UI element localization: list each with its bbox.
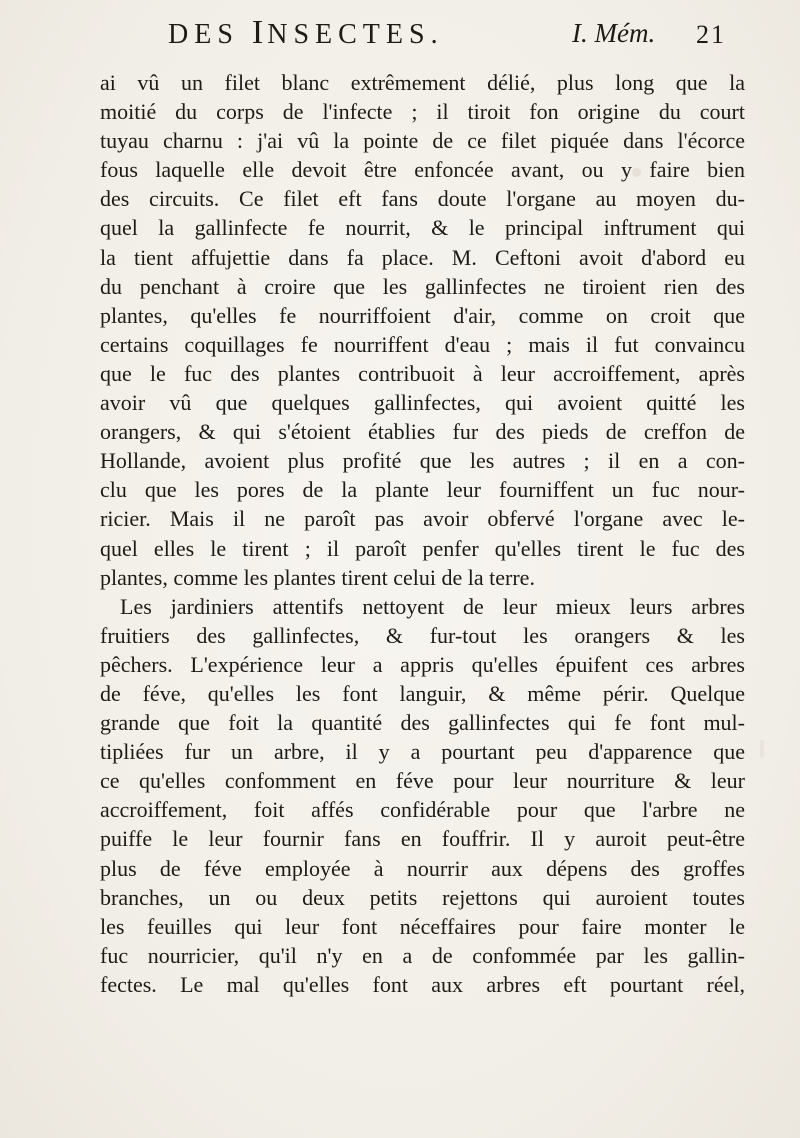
running-title-initial: I xyxy=(251,14,268,51)
text-line: plantes, qu'elles fe nourriffoient d'air, comme on croit que xyxy=(100,302,745,328)
text-line: ce qu'elles confomment en féve pour leur nourriture & leur xyxy=(100,768,745,794)
text-line: du penchant à croire que les gallinfectes ne tiroient rien des xyxy=(100,273,745,299)
text-line: avoir vû que quelques gallinfectes, qui avoient quitté les xyxy=(100,390,745,416)
text-line: tuyau charnu : j'ai vû la pointe de ce filet piquée dans l'écorce xyxy=(100,128,745,154)
running-header xyxy=(168,14,728,58)
page-number: 21 xyxy=(696,20,726,49)
text-line: de féve, qu'elles les font languir, & même périr. Quelque xyxy=(100,680,745,706)
memoir-reference: I. Mém. xyxy=(572,18,656,48)
body-text xyxy=(100,68,745,999)
running-title-prefix: DES xyxy=(168,19,252,50)
text-line: pêchers. L'expérience leur a appris qu'elles épuifent ces arbres xyxy=(100,651,745,677)
text-line: fuc nourricier, qu'il n'y en a de confommée par les gallin- xyxy=(100,942,745,968)
text-line: branches, un ou deux petits rejettons qui auroient toutes xyxy=(100,884,745,910)
text-line: fous laquelle elle devoit être enfoncée avant, ou y faire bien xyxy=(100,157,745,183)
text-line: des circuits. Ce filet eft fans doute l'organe au moyen du- xyxy=(100,186,745,212)
text-line: certains coquillages fe nourriffent d'eau ; mais il fut convaincu xyxy=(100,331,745,357)
text-line: les feuilles qui leur font néceffaires pour faire monter le xyxy=(100,913,745,939)
text-line: quel elles le tirent ; il paroît penfer qu'elles tirent le fuc des xyxy=(100,535,745,561)
text-line: ai vû un filet blanc extrêmement délié, plus long que la xyxy=(100,70,745,95)
text-line: fectes. Le mal qu'elles font aux arbres eft pourtant réel, xyxy=(100,971,745,997)
text-line: tipliées fur un arbre, il y a pourtant peu d'apparence que xyxy=(100,739,745,765)
text-line: Hollande, avoient plus profité que les autres ; il en a con- xyxy=(100,448,745,474)
text-line: moitié du corps de l'infecte ; il tiroit fon origine du court xyxy=(100,99,745,125)
text-line: clu que les pores de la plante leur fourniffent un fuc nour- xyxy=(100,477,745,503)
text-line: que le fuc des plantes contribuoit à leur accroiffement, après xyxy=(100,360,745,386)
running-title-rest: NSECTES. xyxy=(267,19,444,50)
text-line: la tient affujettie dans fa place. M. Ceftoni avoit d'abord eu xyxy=(100,244,745,270)
text-line: plus de féve employée à nourrir aux dépens des groffes xyxy=(100,855,745,881)
text-line: puiffe le leur fournir fans en fouffrir. Il y auroit peut-être xyxy=(100,826,745,852)
running-title xyxy=(168,14,444,52)
text-line: plantes, comme les plantes tirent celui de la terre. xyxy=(100,564,535,590)
paper-spot xyxy=(760,740,764,758)
text-line: ricier. Mais il ne paroît pas avoir obfervé l'organe avec le- xyxy=(100,506,745,532)
text-line: quel la gallinfecte fe nourrit, & le principal inftrument qui xyxy=(100,215,745,241)
text-line: Les jardiniers attentifs nettoyent de leur mieux leurs arbres xyxy=(120,593,745,619)
text-line: orangers, & qui s'étoient établies fur des pieds de creffon de xyxy=(100,419,745,445)
text-line: fruitiers des gallinfectes, & fur-tout les orangers & les xyxy=(100,622,745,648)
text-line: accroiffement, foit affés confidérable pour que l'arbre ne xyxy=(100,797,745,823)
text-line: grande que foit la quantité des gallinfectes qui fe font mul- xyxy=(100,710,745,736)
